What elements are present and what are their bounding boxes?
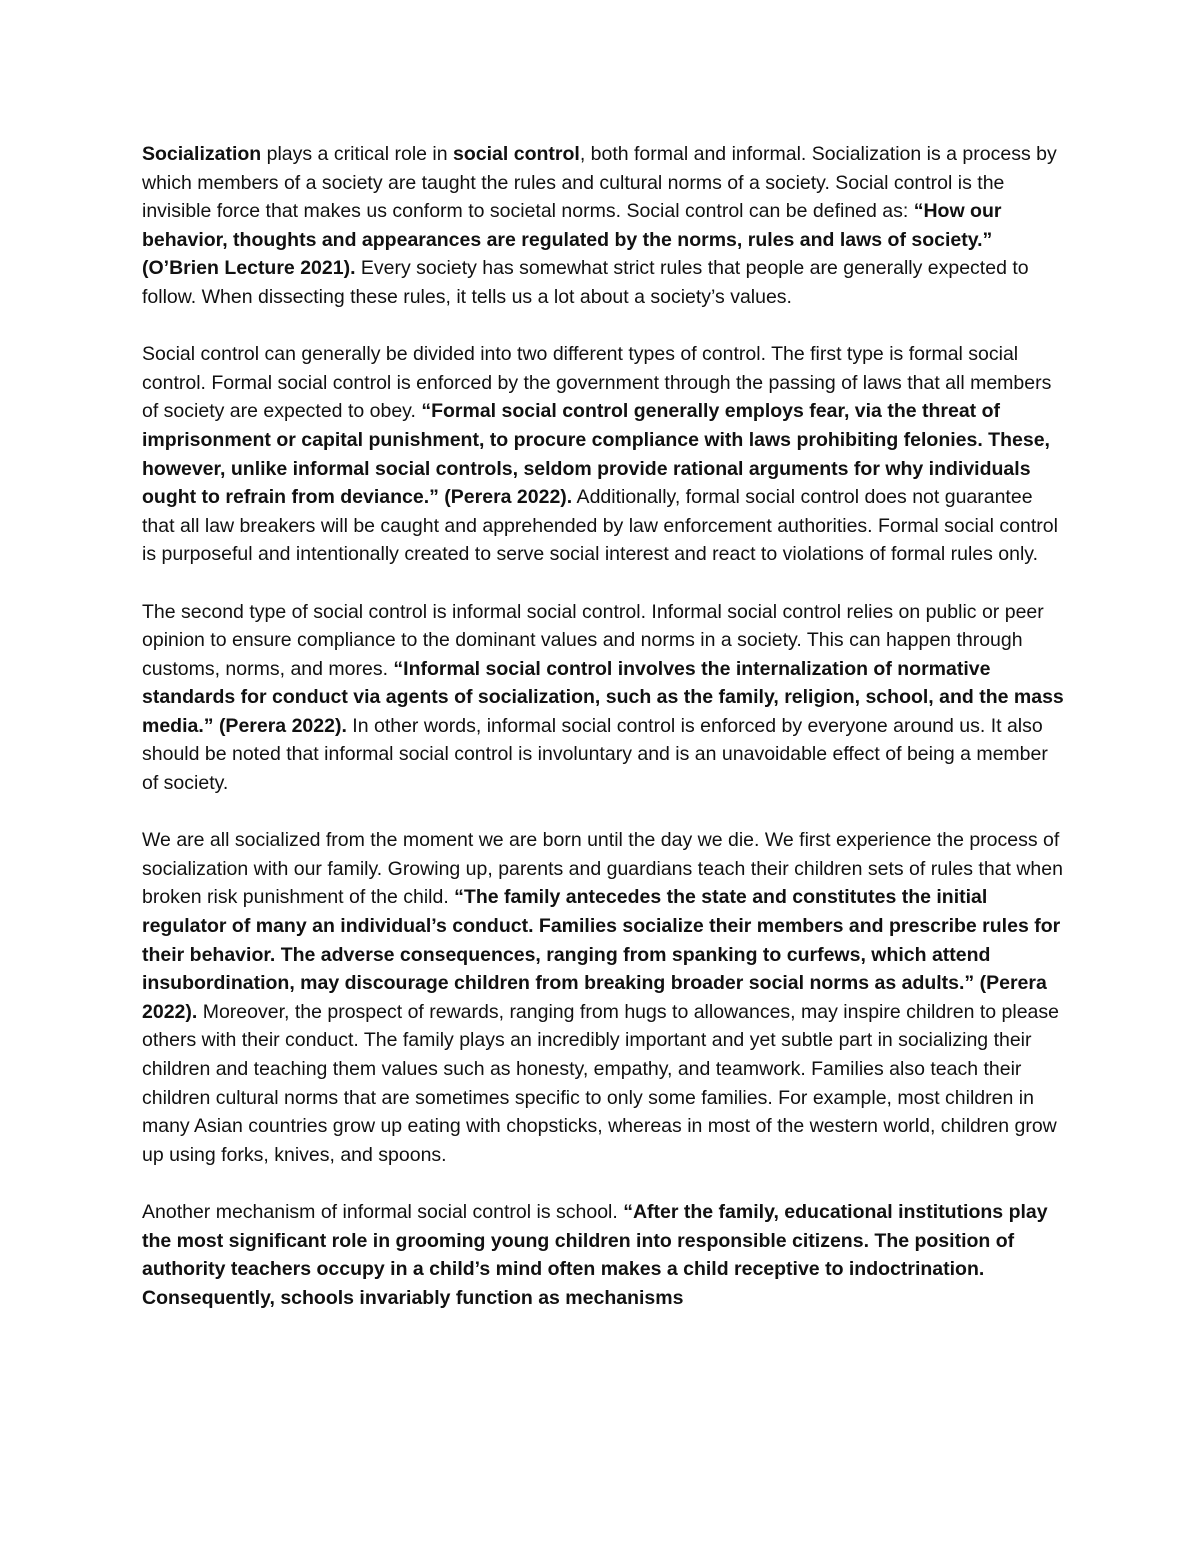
paragraph-socialization	[142, 140, 1067, 312]
text-run: Moreover, the prospect of rewards, ranging from hugs to allowances, may inspire children to please others with their conduct. The family plays an incredibly important and yet subtle part in socializing their children and teaching them values such as honesty, empathy, and teamwork. Families also teach their children cultural norms that are sometimes specific to only some families. For example, most children in many Asian countries grow up eating with chopsticks, whereas in most of the western world, children grow up using forks, knives, and spoons.	[142, 1000, 1059, 1166]
text-run: In other words, informal social control is enforced by everyone around us. It also should be noted that informal social control is involuntary and is an unavoidable effect of being a member of society.	[142, 714, 1048, 795]
quote-school: “After the family, educational institutions play the most significant role in grooming young children into responsible citizens. The position of authority teachers occupy in a child’s mind often makes a child receptive to indoctrination. Consequently, schools invariably function as mechanisms	[142, 1200, 1048, 1309]
paragraph-informal-control	[142, 598, 1067, 798]
text-run: , both formal and informal. Socialization is a process by which members of a society are taught the rules and cultural norms of a society. Social control is the invisible force that makes us conform to societal norms. Social control can be defined as:	[142, 143, 1057, 223]
document-body	[142, 140, 1067, 1341]
paragraph-formal-control	[142, 340, 1067, 569]
quote-obrien: “How our behavior, thoughts and appearances are regulated by the norms, rules and laws of society.” (O’Brien Lecture 2021).	[142, 200, 1002, 280]
quote-perera-formal: “Formal social control generally employs fear, via the threat of imprisonment or capital punishment, to procure compliance with laws prohibiting felonies. These, however, unlike informal social controls, seldom provide rational arguments for why individuals ought to refrain from deviance.” (Perera 2022).	[142, 400, 1050, 509]
term-social-control: social control	[453, 143, 580, 165]
quote-perera-family: “The family antecedes the state and constitutes the initial regulator of many an individual’s conduct. Families socialize their members and prescribe rules for their behavior. The adverse consequences, ranging from spanking to curfews, which attend insubordination, may discourage children from breaking broader social norms as adults.” (Perera 2022).	[142, 886, 1061, 1023]
text-run: Every society has somewhat strict rules that people are generally expected to follow. When dissecting these rules, it tells us a lot about a society’s values.	[142, 257, 1029, 308]
text-run: plays a critical role in	[261, 143, 454, 165]
text-run: We are all socialized from the moment we are born until the day we die. We first experience the process of socialization with our family. Growing up, parents and guardians teach their children sets of rules that when broken risk punishment of the child.	[142, 829, 1063, 909]
text-run: Another mechanism of informal social control is school.	[142, 1200, 624, 1223]
term-socialization: Socialization	[142, 143, 262, 165]
quote-perera-informal: “Informal social control involves the internalization of normative standards for conduct via agents of socialization, such as the family, religion, school, and the mass media.” (Perera 2022).	[142, 657, 1064, 737]
text-run: The second type of social control is informal social control. Informal social control relies on public or peer opinion to ensure compliance to the dominant values and norms in a society. This can happen through customs, norms, and mores.	[142, 600, 1044, 680]
paragraph-family	[142, 826, 1067, 1169]
paragraph-school	[142, 1198, 1067, 1312]
text-run: Additionally, formal social control does not guarantee that all law breakers will be caught and apprehended by law enforcement authorities. Formal social control is purposeful and intentionally created to serve social interest and react to violations of formal rules only.	[142, 486, 1058, 566]
text-run: Social control can generally be divided into two different types of control. The first type is formal social control. Formal social control is enforced by the government through the passing of laws that all members of society are expected to obey.	[142, 343, 1052, 423]
